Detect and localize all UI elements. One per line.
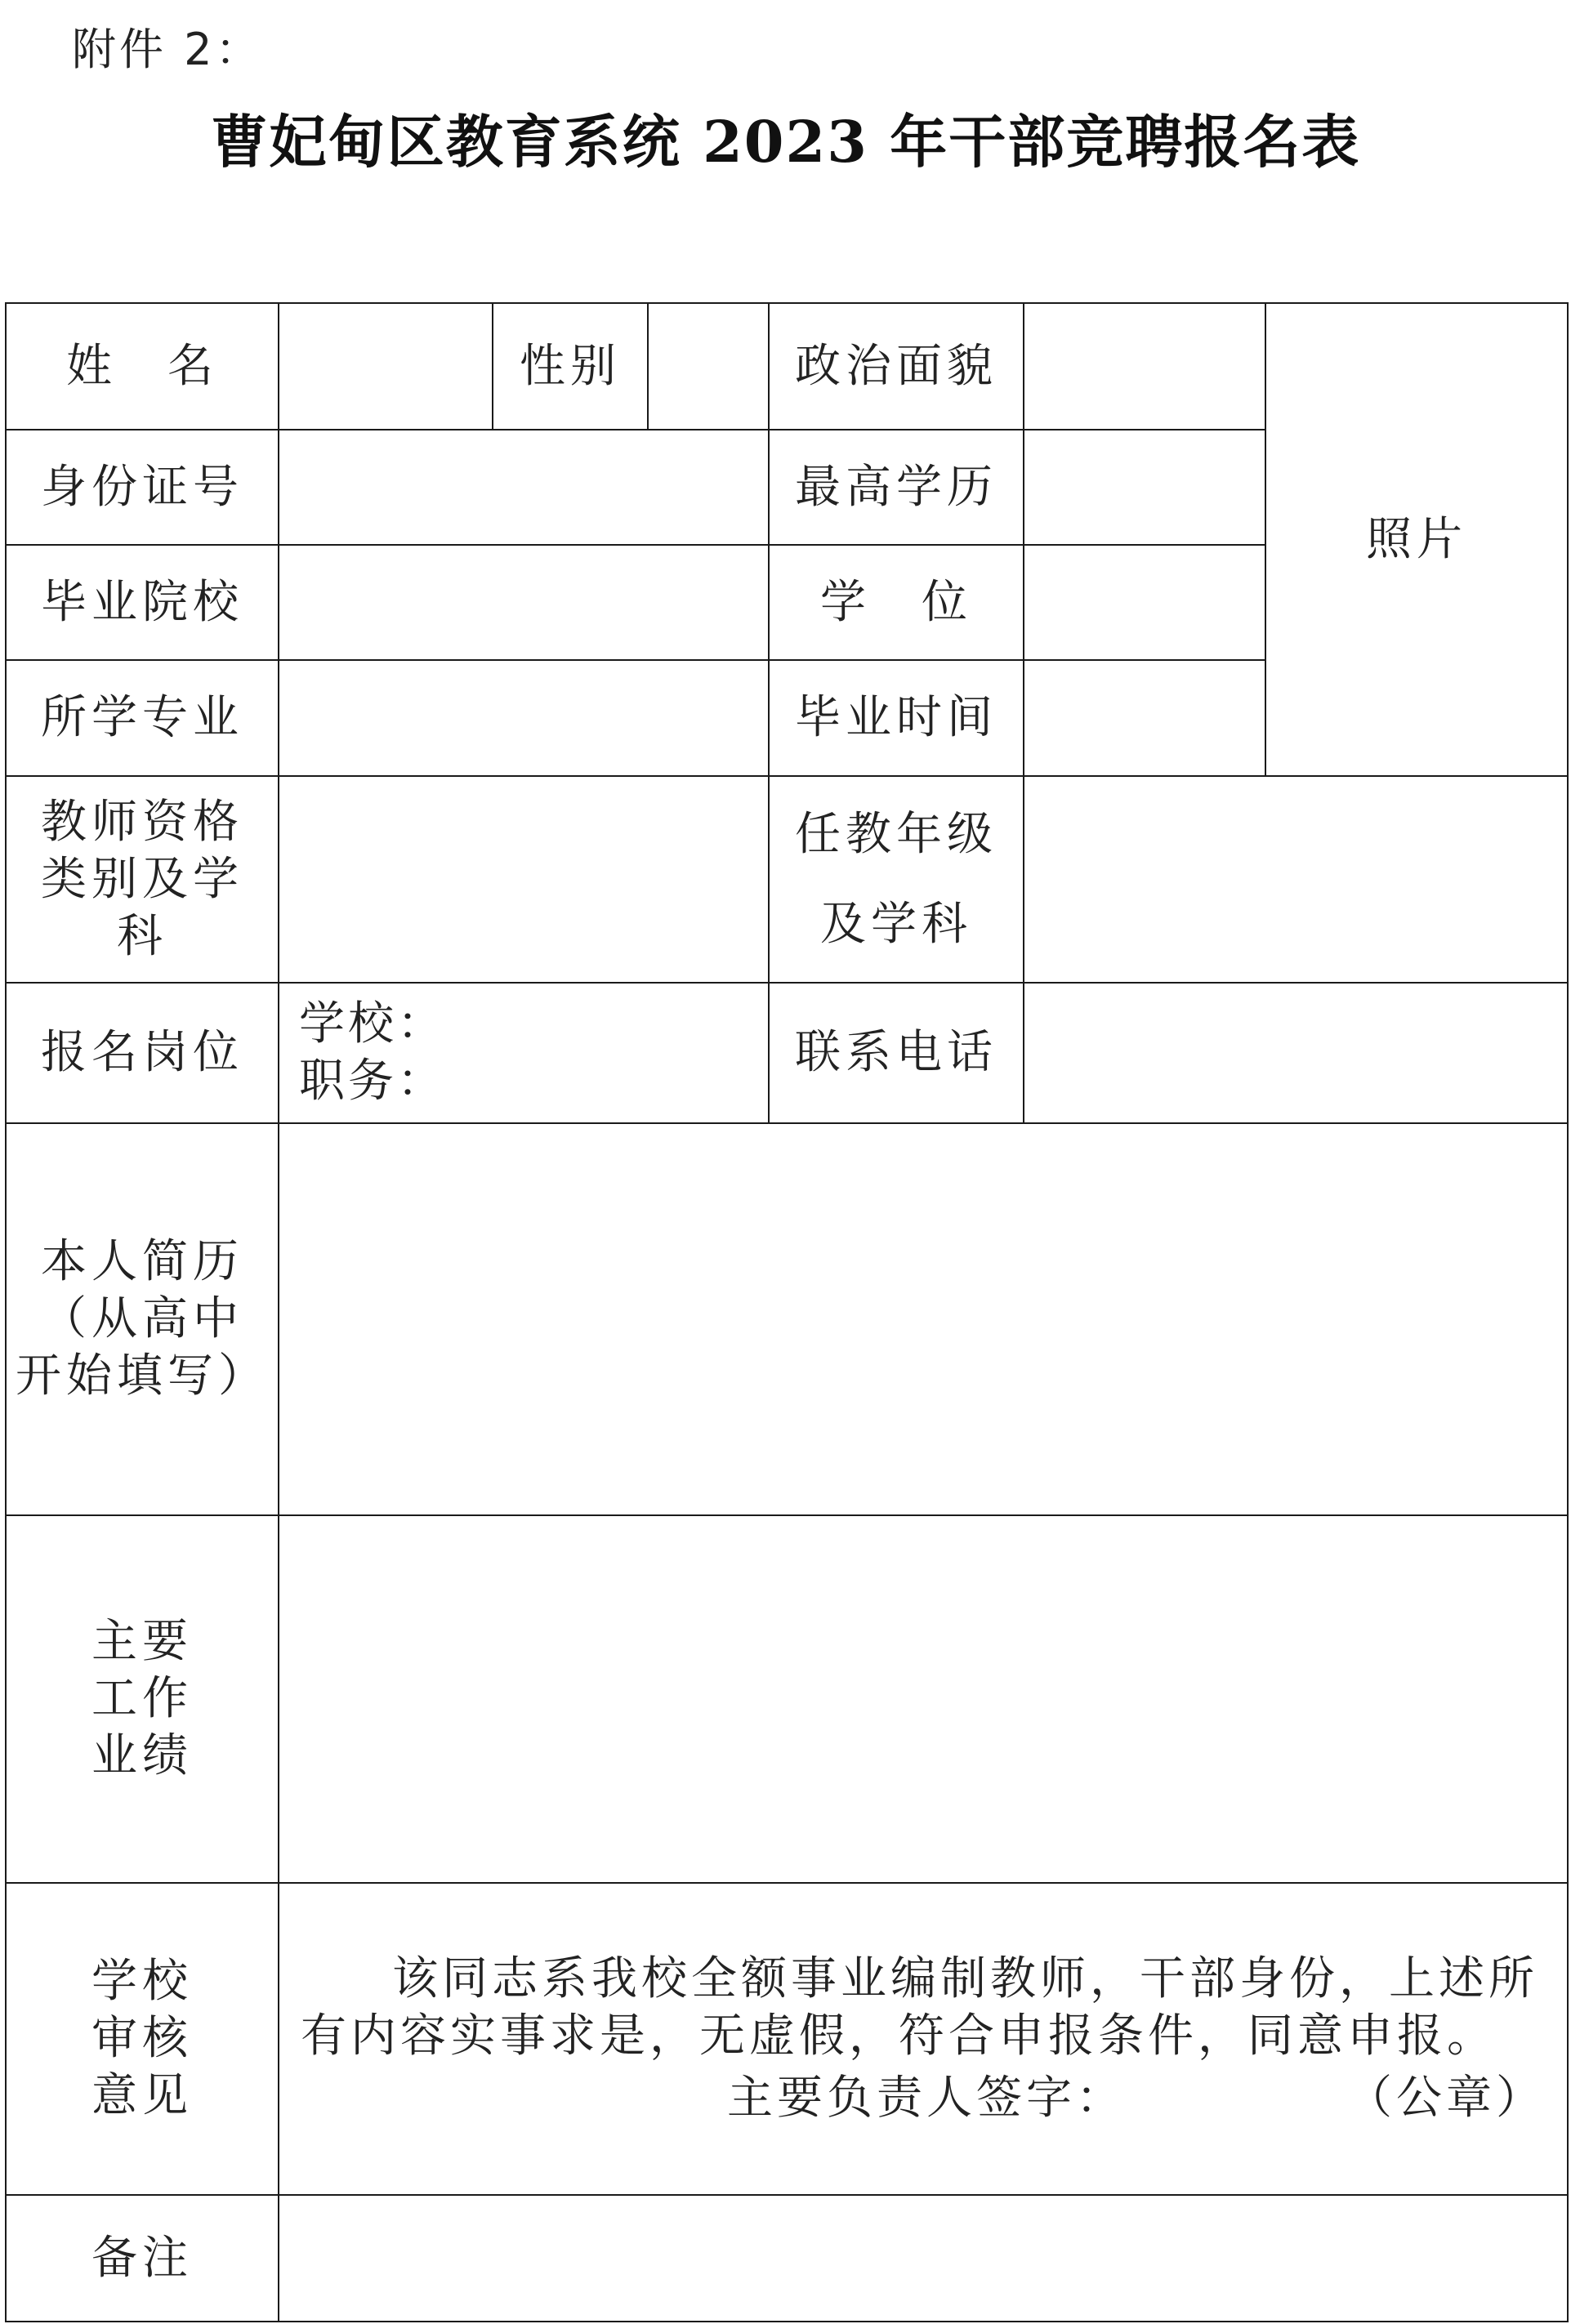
position-label: 报名岗位 <box>6 983 279 1123</box>
achievements-label-line-2: 工作 <box>91 1672 193 1725</box>
teacher-cert-label-line-1: 教师资格 <box>41 795 243 849</box>
gender-label: 性别 <box>493 303 648 430</box>
form-row-review <box>6 1883 1568 2195</box>
signature-row <box>301 2070 1546 2127</box>
political-status-field[interactable] <box>1024 303 1265 430</box>
gender-field[interactable] <box>648 303 769 430</box>
teacher-cert-label-line-3: 科 <box>117 909 167 963</box>
teaching-grade-label-line-2: 及学科 <box>820 897 972 951</box>
achievements-field[interactable] <box>279 1515 1568 1883</box>
name-label: 姓 名 <box>6 303 279 430</box>
review-statement: 该同志系我校全额事业编制教师，干部身份，上述所有内容实事求是，无虚假，符合申报条件，同意申报。 <box>301 1952 1538 2063</box>
achievements-label <box>6 1515 279 1883</box>
major-field[interactable] <box>279 660 769 776</box>
teaching-grade-label <box>769 776 1024 983</box>
position-school-label: 学校： <box>299 997 446 1050</box>
form-row-position <box>6 983 1568 1123</box>
review-label <box>6 1883 279 2195</box>
remarks-field[interactable] <box>279 2195 1568 2322</box>
form-row-remarks <box>6 2195 1568 2322</box>
resume-label-line-1: 本人简历 <box>41 1235 243 1288</box>
form-row-name <box>6 303 1568 430</box>
political-status-label: 政治面貌 <box>769 303 1024 430</box>
signature-label: 主要负责人签字： <box>727 2072 1126 2125</box>
teacher-cert-label <box>6 776 279 983</box>
remarks-label: 备注 <box>6 2195 279 2322</box>
resume-label-line-2: （从高中 <box>41 1292 243 1345</box>
review-label-line-2: 审核 <box>91 2012 193 2065</box>
achievements-label-line-1: 主要 <box>91 1615 193 1668</box>
achievements-label-line-3: 业绩 <box>91 1729 193 1782</box>
phone-label: 联系电话 <box>769 983 1024 1123</box>
resume-label-line-3: 开始填写） <box>16 1349 269 1403</box>
teacher-cert-field[interactable] <box>279 776 769 983</box>
attachment-label: 附件 2： <box>72 24 263 75</box>
position-title-label: 职务： <box>299 1055 446 1108</box>
phone-field[interactable] <box>1024 983 1568 1123</box>
graduate-school-label: 毕业院校 <box>6 545 279 660</box>
form-row-achievements <box>6 1515 1568 1883</box>
degree-field[interactable] <box>1024 545 1265 660</box>
form-row-resume <box>6 1123 1568 1515</box>
teaching-grade-field[interactable] <box>1024 776 1568 983</box>
degree-label: 学 位 <box>769 545 1024 660</box>
resume-label <box>6 1123 279 1515</box>
education-label: 最高学历 <box>769 430 1024 545</box>
review-label-line-3: 意见 <box>91 2069 193 2122</box>
graduation-time-field[interactable] <box>1024 660 1265 776</box>
form-row-teacher-cert <box>6 776 1568 983</box>
graduate-school-field[interactable] <box>279 545 769 660</box>
position-field[interactable] <box>279 983 769 1123</box>
id-number-label: 身份证号 <box>6 430 279 545</box>
teacher-cert-label-line-2: 类别及学 <box>41 852 243 906</box>
education-field[interactable] <box>1024 430 1265 545</box>
photo-label: 照片 <box>1366 512 1467 566</box>
seal-label: （公章） <box>1346 2072 1546 2125</box>
page-title: 曹妃甸区教育系统 2023 年干部竞聘报名表 <box>210 108 1361 176</box>
name-field[interactable] <box>279 303 493 430</box>
major-label: 所学专业 <box>6 660 279 776</box>
review-label-line-1: 学校 <box>91 1955 193 2008</box>
id-number-field[interactable] <box>279 430 769 545</box>
photo-area[interactable] <box>1265 303 1568 776</box>
teaching-grade-label-line-1: 任教年级 <box>795 808 997 862</box>
review-opinion-field[interactable] <box>279 1883 1568 2195</box>
resume-field[interactable] <box>279 1123 1568 1515</box>
registration-form-table <box>5 302 1569 2322</box>
graduation-time-label: 毕业时间 <box>769 660 1024 776</box>
